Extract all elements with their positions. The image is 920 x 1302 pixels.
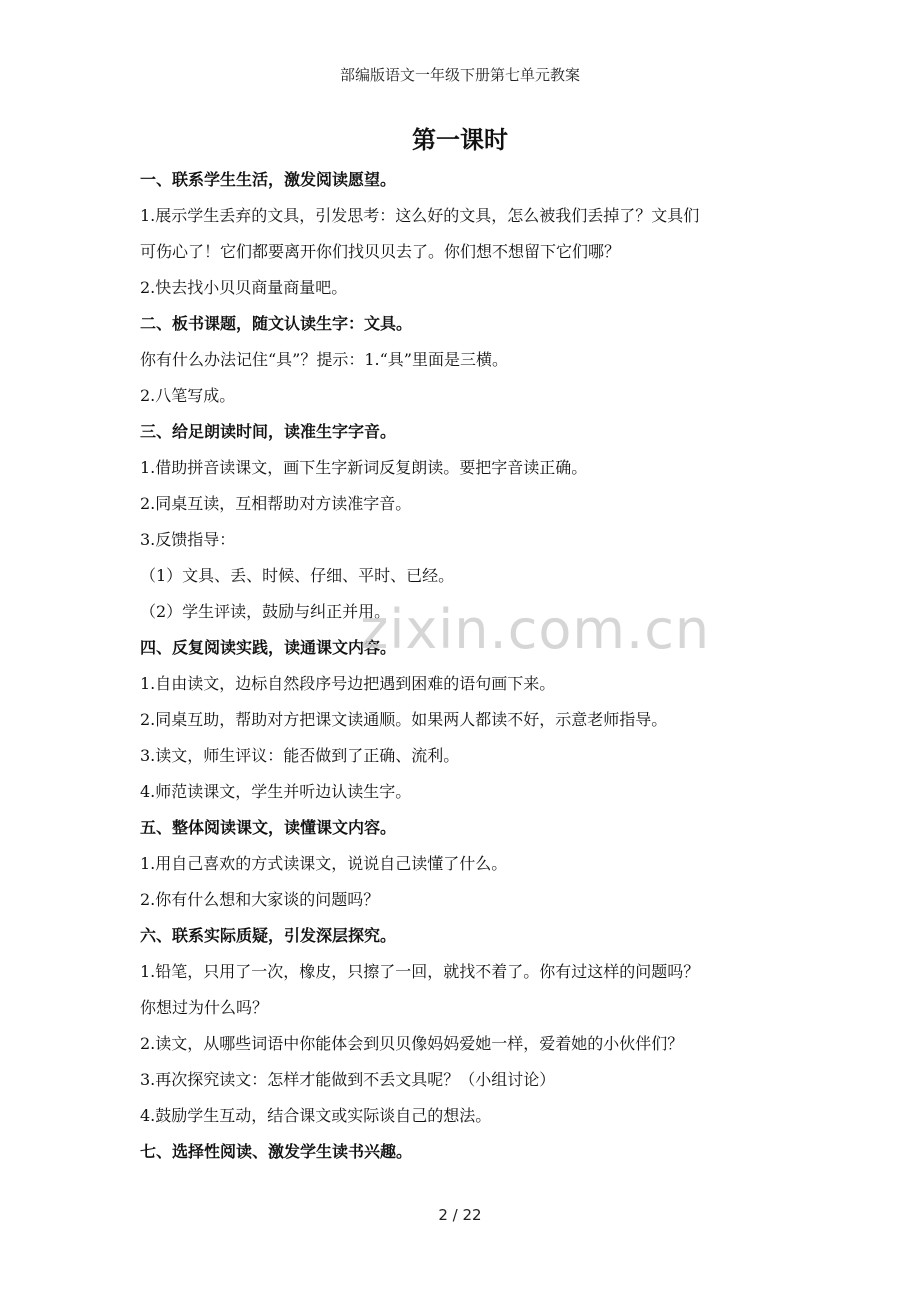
- paragraph-line: 1.铅笔，只用了一次，橡皮，只擦了一回，就找不着了。你有过这样的问题吗？: [140, 962, 700, 981]
- paragraph-line: 2.你有什么想和大家谈的问题吗？: [140, 890, 380, 909]
- section-heading: 四、反复阅读实践，读通课文内容。: [140, 638, 397, 657]
- paragraph-line: （2）学生评读，鼓励与纠正并用。: [140, 602, 391, 621]
- section-heading: 七、选择性阅读、激发学生读书兴趣。: [140, 1142, 413, 1161]
- paragraph-line: 2.读文，从哪些词语中你能体会到贝贝像妈妈爱她一样，爱着她的小伙伴们？: [140, 1034, 684, 1053]
- section-heading: 一、联系学生生活，激发阅读愿望。: [140, 170, 397, 189]
- paragraph-line: 2.八笔写成。: [140, 386, 236, 405]
- paragraph-line: 3.读文，师生评议：能否做到了正确、流利。: [140, 746, 460, 765]
- section-heading: 五、整体阅读课文，读懂课文内容。: [140, 818, 397, 837]
- paragraph-line: 1.用自己喜欢的方式读课文，说说自己读懂了什么。: [140, 854, 508, 873]
- paragraph-line: 4.鼓励学生互动，结合课文或实际谈自己的想法。: [140, 1106, 492, 1125]
- paragraph-line: 2.快去找小贝贝商量商量吧。: [140, 278, 348, 297]
- section-heading: 三、给足朗读时间，读准生字字音。: [140, 422, 397, 441]
- paragraph-line: 1.展示学生丢弃的文具，引发思考：这么好的文具，怎么被我们丢掉了？文具们: [140, 206, 700, 225]
- paragraph-line: 你想过为什么吗？: [140, 998, 269, 1017]
- section-heading: 二、板书课题，随文认读生字：文具。: [140, 314, 413, 333]
- paragraph-line: 你有什么办法记住“具”？提示：1.“具”里面是三横。: [140, 350, 508, 369]
- paragraph-line: 可伤心了！它们都要离开你们找贝贝去了。你们想不想留下它们哪？: [140, 242, 621, 261]
- paragraph-line: （1）文具、丢、时候、仔细、平时、已经。: [140, 566, 455, 585]
- paragraph-line: 1.借助拼音读课文，画下生字新词反复朗读。要把字音读正确。: [140, 458, 588, 477]
- paragraph-line: 3.反馈指导：: [140, 530, 236, 549]
- paragraph-line: 3.再次探究读文：怎样才能做到不丢文具呢？（小组讨论）: [140, 1070, 556, 1089]
- paragraph-line: 1.自由读文，边标自然段序号边把遇到困难的语句画下来。: [140, 674, 556, 693]
- page-header: 部编版语文一年级下册第七单元教案: [339, 66, 580, 84]
- page-title: 第一课时: [412, 126, 508, 154]
- paragraph-line: 2.同桌互读，互相帮助对方读准字音。: [140, 494, 412, 513]
- page-number: 2 / 22: [438, 1206, 482, 1224]
- paragraph-line: 4.师范读课文，学生并听边认读生字。: [140, 782, 412, 801]
- section-heading: 六、联系实际质疑，引发深层探究。: [140, 926, 397, 945]
- watermark: zixin.com.cn: [360, 598, 711, 661]
- document-body: [140, 162, 810, 1170]
- paragraph-line: 2.同桌互助，帮助对方把课文读通顺。如果两人都读不好，示意老师指导。: [140, 710, 668, 729]
